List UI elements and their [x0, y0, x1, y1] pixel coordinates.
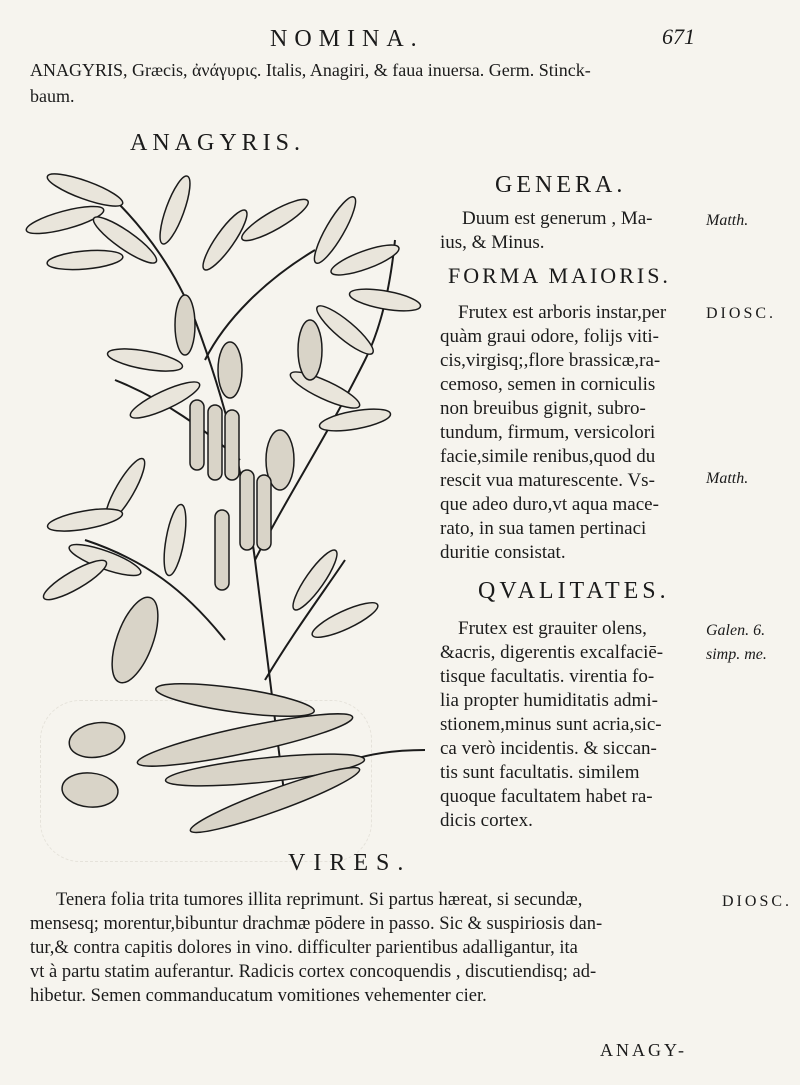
- forma-line: cemoso, semen in corniculis: [440, 374, 656, 395]
- qualitates-line: ca verò incidentis. & siccan-: [440, 738, 657, 759]
- names-line-1: ANAGYRIS, Græcis, ἀνάγυρις. Italis, Anagiri, & faua inuersa. Germ. Stinck-: [30, 60, 591, 80]
- forma-line: quàm graui odore, folijs viti-: [440, 326, 659, 347]
- vires-line: mensesq; morentur,bibuntur drachmæ pōdere in passo. Sic & suspiriosis dan-: [30, 914, 603, 934]
- margin-note-galen: Galen. 6.: [706, 622, 766, 639]
- genera-line: ius, & Minus.: [440, 232, 545, 253]
- forma-line: cis,virgisq;,flore brassicæ,ra-: [440, 350, 661, 371]
- genera-line: Duum est generum , Ma-: [462, 208, 653, 229]
- forma-line: tundum, firmum, versicolori: [440, 422, 656, 443]
- forma-line: rato, in sua tamen pertinaci: [440, 518, 647, 539]
- qualitates-line: lia propter humiditatis admi-: [440, 690, 658, 711]
- running-header: NOMINA.: [270, 26, 424, 52]
- forma-line: que adeo duro,vt aqua mace-: [440, 494, 659, 515]
- margin-note-diosc-2: DIOSC.: [722, 893, 793, 910]
- vires-heading: VIRES.: [288, 850, 412, 876]
- names-line-2: baum.: [30, 86, 75, 106]
- forma-line: Frutex est arboris instar,per: [458, 302, 667, 323]
- plant-title: ANAGYRIS.: [130, 130, 306, 156]
- qualitates-line: &acris, digerentis excalfaciē-: [440, 642, 664, 663]
- vires-line: tur,& contra capitis dolores in vino. difficulter parientibus adalligantur, ita: [30, 938, 578, 958]
- margin-note-diosc: DIOSC.: [706, 305, 777, 322]
- forma-heading: FORMA MAIORIS.: [448, 263, 671, 288]
- qualitates-line: Frutex est grauiter olens,: [458, 618, 647, 639]
- anagyris-woodcut-illustration: [25, 160, 445, 850]
- forma-line: non breuibus gignit, subro-: [440, 398, 646, 419]
- genera-heading: GENERA.: [495, 172, 627, 198]
- qualitates-line: quoque facultatem habet ra-: [440, 786, 653, 807]
- margin-note-simp: simp. me.: [706, 646, 767, 663]
- qualitates-line: tis sunt facultatis. similem: [440, 762, 640, 783]
- vires-line: hibetur. Semen commanducatum vomitiones vehementer cier.: [30, 986, 487, 1006]
- page-number: 671: [662, 24, 695, 49]
- forma-line: duritie consistat.: [440, 542, 566, 563]
- vires-line: Tenera folia trita tumores illita reprimunt. Si partus hæreat, si secundæ,: [56, 890, 583, 910]
- qualitates-line: dicis cortex.: [440, 810, 533, 831]
- margin-note-matth-2: Matth.: [706, 470, 749, 487]
- catchword: ANAGY-: [600, 1040, 687, 1060]
- qualitates-line: stionem,minus sunt acria,sic-: [440, 714, 662, 735]
- qualitates-heading: QVALITATES.: [478, 578, 670, 604]
- qualitates-line: tisque facultatis. virentia fo-: [440, 666, 655, 687]
- forma-line: rescit vua maturescente. Vs-: [440, 470, 655, 491]
- forma-line: facie,simile renibus,quod du: [440, 446, 656, 467]
- vires-line: vt à partu statim auferantur. Radicis cortex concoquendis , discutiendisq; ad-: [30, 962, 597, 982]
- margin-note-matth: Matth.: [706, 212, 749, 229]
